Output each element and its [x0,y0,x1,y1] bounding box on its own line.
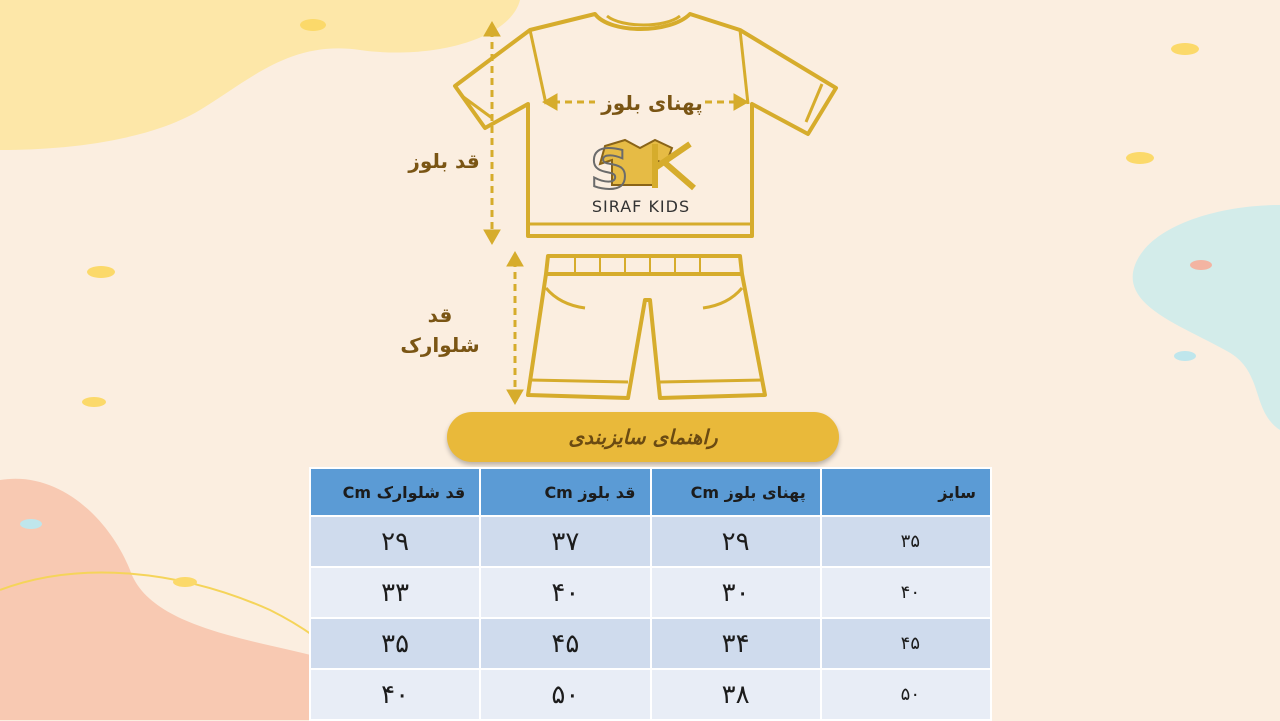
blouse-width-label: پهنای بلوز [601,91,703,115]
cell-shorts-length: ۲۹ [310,516,480,567]
cell-blouse-width: ۳۸ [651,669,821,720]
cell-blouse-length: ۴۵ [480,618,650,669]
cell-blouse-length: ۳۷ [480,516,650,567]
header-blouse-width: پهنای بلوز Cm [651,468,821,516]
logo-mark [590,138,694,216]
cell-shorts-length: ۳۵ [310,618,480,669]
size-table [309,467,992,721]
size-guide-title: راهنمای سایزبندی [568,425,718,449]
table-row [310,567,991,618]
table-row [310,669,991,720]
shorts-length-line1: قد [427,303,453,327]
cell-blouse-width: ۳۴ [651,618,821,669]
table-row [310,618,991,669]
cell-blouse-width: ۲۹ [651,516,821,567]
header-blouse-length: قد بلوز Cm [480,468,650,516]
logo-brand-text: SIRAF KIDS [591,197,691,216]
cell-blouse-width: ۳۰ [651,567,821,618]
cell-shorts-length: ۳۳ [310,567,480,618]
table-header-row [310,468,991,516]
cell-size: ۴۵ [821,618,991,669]
header-shorts-length: قد شلوارک Cm [310,468,480,516]
shorts-outline [528,256,765,398]
logo-s-letter: S [590,138,629,201]
cell-blouse-length: ۴۰ [480,567,650,618]
cell-size: ۳۵ [821,516,991,567]
table-row [310,516,991,567]
size-guide-title-banner [447,412,839,462]
blouse-length-label: قد بلوز [408,149,480,173]
cell-size: ۵۰ [821,669,991,720]
cell-size: ۴۰ [821,567,991,618]
shorts-length-line2: شلوارک [400,333,480,357]
cell-shorts-length: ۴۰ [310,669,480,720]
header-size: سایز [821,468,991,516]
cell-blouse-length: ۵۰ [480,669,650,720]
shorts-length-label [388,300,492,360]
